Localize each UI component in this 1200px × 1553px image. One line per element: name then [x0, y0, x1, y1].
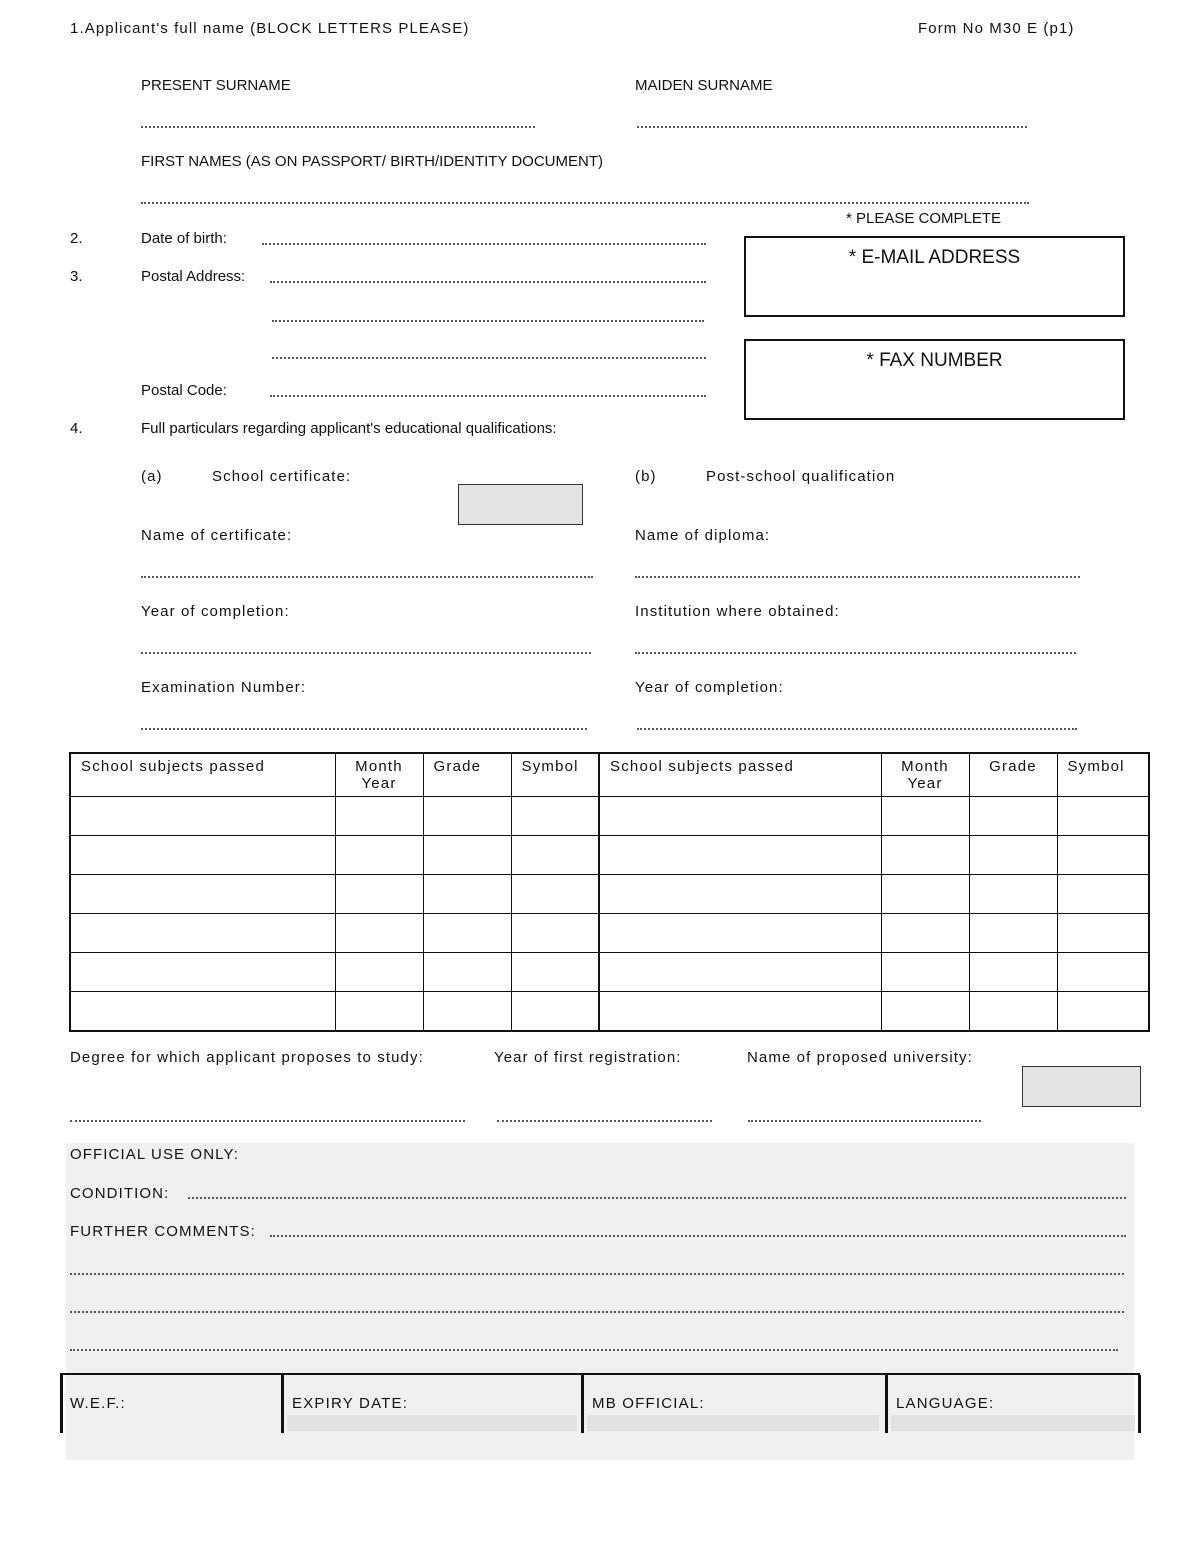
maiden-surname-label: MAIDEN SURNAME — [635, 77, 773, 94]
table-row — [70, 953, 1149, 992]
cell-subject-left[interactable] — [70, 992, 335, 1032]
email-box-label: * E-MAIL ADDRESS — [848, 247, 1021, 268]
cell-symbol-left[interactable] — [511, 875, 599, 914]
header-grade-right: Grade — [969, 753, 1057, 797]
cell-subject-right[interactable] — [599, 797, 881, 836]
cell-subject-right[interactable] — [599, 992, 881, 1032]
cell-month-year-right[interactable] — [881, 953, 969, 992]
table-row — [70, 875, 1149, 914]
cell-grade-right[interactable] — [969, 797, 1057, 836]
header-grade-left: Grade — [423, 753, 511, 797]
cell-grade-right[interactable] — [969, 992, 1057, 1032]
school-cert-title: School certificate: — [212, 468, 352, 485]
official-use-title: OFFICIAL USE ONLY: — [70, 1146, 240, 1163]
mb-official-cell[interactable] — [582, 1375, 886, 1433]
cell-month-year-right[interactable] — [881, 914, 969, 953]
table-row — [70, 992, 1149, 1032]
cell-subject-right[interactable] — [599, 836, 881, 875]
cell-subject-left[interactable] — [70, 914, 335, 953]
cell-subject-right[interactable] — [599, 914, 881, 953]
name-of-certificate-label: Name of certificate: — [141, 527, 293, 544]
school-cert-code-box[interactable] — [458, 484, 583, 525]
further-comments-line-4[interactable] — [70, 1349, 1118, 1351]
institution-label: Institution where obtained: — [635, 603, 840, 620]
official-bottom-row — [60, 1373, 1140, 1433]
name-of-certificate-field[interactable] — [141, 576, 593, 578]
table-row — [70, 836, 1149, 875]
school-cert-marker: (a) — [141, 468, 163, 485]
header-month-year-left: Month Year — [335, 753, 423, 797]
header-symbol-right: Symbol — [1057, 753, 1149, 797]
first-registration-label: Year of first registration: — [494, 1049, 682, 1066]
fax-box-label: * FAX NUMBER — [866, 350, 1003, 371]
examination-number-field[interactable] — [141, 728, 587, 730]
cell-symbol-right[interactable] — [1057, 797, 1149, 836]
cell-symbol-right[interactable] — [1057, 992, 1149, 1032]
section-3-number: 3. — [70, 268, 83, 285]
cell-month-year-left[interactable] — [335, 953, 423, 992]
cell-symbol-left[interactable] — [511, 992, 599, 1032]
institution-field[interactable] — [635, 652, 1076, 654]
postal-address-label: Postal Address: — [141, 268, 246, 285]
header-month-year-right: Month Year — [881, 753, 969, 797]
cell-symbol-right[interactable] — [1057, 914, 1149, 953]
cell-month-year-right[interactable] — [881, 797, 969, 836]
header-subjects-left: School subjects passed — [70, 753, 335, 797]
year-of-completion-a-field[interactable] — [141, 652, 591, 654]
postal-code-field[interactable] — [270, 395, 706, 397]
cell-subject-right[interactable] — [599, 953, 881, 992]
cell-month-year-left[interactable] — [335, 797, 423, 836]
university-label: Name of proposed university: — [747, 1049, 973, 1066]
section-2-number: 2. — [70, 230, 83, 247]
cell-month-year-right[interactable] — [881, 875, 969, 914]
cell-subject-right[interactable] — [599, 875, 881, 914]
first-names-label: FIRST NAMES (AS ON PASSPORT/ BIRTH/IDENTITY DOCUMENT) — [141, 153, 603, 170]
cell-symbol-left[interactable] — [511, 914, 599, 953]
cell-subject-left[interactable] — [70, 836, 335, 875]
cell-month-year-left[interactable] — [335, 992, 423, 1032]
cell-month-year-left[interactable] — [335, 875, 423, 914]
language-label: LANGUAGE: — [896, 1395, 995, 1412]
cell-grade-left[interactable] — [423, 992, 511, 1032]
first-names-field[interactable] — [141, 202, 1029, 204]
form-number: Form No M30 E (p1) — [918, 20, 1075, 37]
cell-subject-left[interactable] — [70, 797, 335, 836]
wef-label: W.E.F.: — [70, 1395, 126, 1412]
further-comments-line-3[interactable] — [70, 1311, 1124, 1313]
postal-address-line-2[interactable] — [272, 320, 704, 322]
cell-symbol-left[interactable] — [511, 797, 599, 836]
cell-symbol-right[interactable] — [1057, 875, 1149, 914]
post-school-marker: (b) — [635, 468, 657, 485]
examination-number-label: Examination Number: — [141, 679, 307, 696]
please-complete-note: * PLEASE COMPLETE — [846, 210, 1002, 227]
cell-grade-right[interactable] — [969, 875, 1057, 914]
postal-address-line-1[interactable] — [270, 281, 706, 283]
cell-grade-left[interactable] — [423, 914, 511, 953]
maiden-surname-field[interactable] — [637, 126, 1027, 128]
cell-subject-left[interactable] — [70, 875, 335, 914]
cell-month-year-right[interactable] — [881, 992, 969, 1032]
further-comments-line-1[interactable] — [270, 1235, 1126, 1237]
postal-code-label: Postal Code: — [141, 382, 227, 399]
wef-cell[interactable] — [60, 1375, 282, 1433]
condition-field[interactable] — [188, 1197, 1126, 1199]
name-of-diploma-field[interactable] — [635, 576, 1080, 578]
university-field[interactable] — [748, 1120, 981, 1122]
cell-month-year-right[interactable] — [881, 836, 969, 875]
expiry-date-label: EXPIRY DATE: — [292, 1395, 409, 1412]
year-of-completion-b-label: Year of completion: — [635, 679, 784, 696]
year-of-completion-a-label: Year of completion: — [141, 603, 290, 620]
fax-box[interactable] — [744, 339, 1125, 420]
cell-grade-left[interactable] — [423, 875, 511, 914]
table-row — [70, 914, 1149, 953]
date-of-birth-label: Date of birth: — [141, 230, 227, 247]
cell-grade-right[interactable] — [969, 953, 1057, 992]
first-registration-field[interactable] — [497, 1120, 712, 1122]
present-surname-field[interactable] — [141, 126, 535, 128]
cell-grade-left[interactable] — [423, 953, 511, 992]
degree-field[interactable] — [70, 1120, 465, 1122]
expiry-date-cell[interactable] — [282, 1375, 582, 1433]
section-4-number: 4. — [70, 420, 83, 437]
cell-grade-right[interactable] — [969, 914, 1057, 953]
degree-label: Degree for which applicant proposes to study: — [70, 1049, 424, 1066]
condition-label: CONDITION: — [70, 1185, 170, 1202]
cell-month-year-left[interactable] — [335, 836, 423, 875]
year-of-completion-b-field[interactable] — [637, 728, 1077, 730]
cell-symbol-right[interactable] — [1057, 953, 1149, 992]
cell-grade-left[interactable] — [423, 797, 511, 836]
mb-official-label: MB OFFICIAL: — [592, 1395, 705, 1412]
name-of-diploma-label: Name of diploma: — [635, 527, 771, 544]
header-subjects-right: School subjects passed — [599, 753, 881, 797]
cell-grade-right[interactable] — [969, 836, 1057, 875]
further-comments-label: FURTHER COMMENTS: — [70, 1223, 256, 1240]
cell-month-year-left[interactable] — [335, 914, 423, 953]
cell-symbol-right[interactable] — [1057, 836, 1149, 875]
cell-grade-left[interactable] — [423, 836, 511, 875]
cell-subject-left[interactable] — [70, 953, 335, 992]
cell-symbol-left[interactable] — [511, 836, 599, 875]
form-title: 1.Applicant's full name (BLOCK LETTERS PLEASE) — [70, 20, 470, 37]
table-row — [70, 797, 1149, 836]
post-school-title: Post-school qualification — [706, 468, 896, 485]
present-surname-label: PRESENT SURNAME — [141, 77, 291, 94]
qualifications-label: Full particulars regarding applicant's educational qualifications: — [141, 420, 557, 437]
school-subjects-table — [69, 752, 1150, 1032]
email-box[interactable] — [744, 236, 1125, 317]
postal-address-line-3[interactable] — [272, 357, 706, 359]
cell-symbol-left[interactable] — [511, 953, 599, 992]
header-symbol-left: Symbol — [511, 753, 599, 797]
language-cell[interactable] — [886, 1375, 1140, 1433]
further-comments-line-2[interactable] — [70, 1273, 1124, 1275]
university-code-box[interactable] — [1022, 1066, 1141, 1107]
date-of-birth-field[interactable] — [262, 243, 706, 245]
